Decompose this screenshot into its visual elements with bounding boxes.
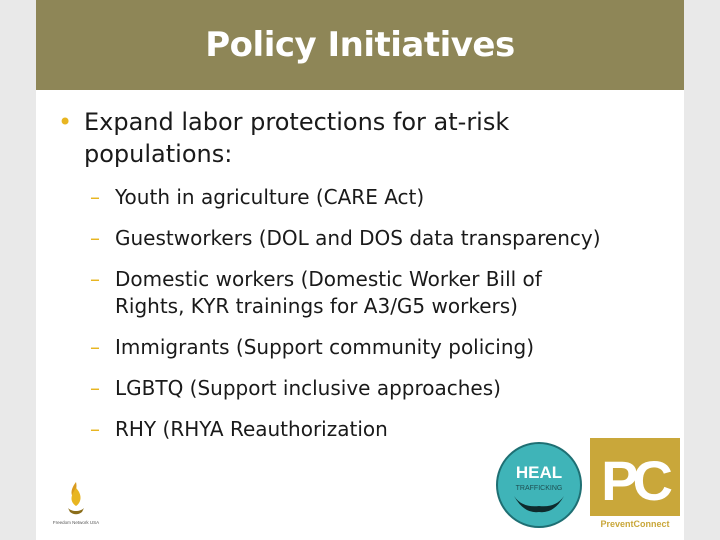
prevent-connect-logo: [590, 438, 680, 530]
sub-bullet-text: LGBTQ (Support inclusive approaches): [115, 376, 501, 400]
heal-subtext: TRAFFICKING: [515, 485, 563, 492]
sub-bullet-text: Immigrants (Support community policing): [115, 335, 535, 359]
sub-bullet-text: Youth in agriculture (CARE Act): [115, 185, 425, 209]
slide: [36, 0, 684, 540]
sub-bullet: [90, 266, 670, 320]
dash-marker: –: [90, 335, 100, 359]
sub-bullet-text: Guestworkers (DOL and DOS data transparency): [115, 226, 601, 250]
sub-bullet: [90, 334, 670, 361]
title-bar: [36, 0, 684, 90]
flame-icon: [68, 482, 84, 514]
slide-title: Policy Initiatives: [205, 25, 515, 65]
bullet-marker: •: [58, 108, 73, 136]
pc-letters: PC: [601, 449, 667, 512]
main-bullet: [58, 106, 604, 170]
dash-marker: –: [90, 226, 100, 250]
sub-bullet: [90, 416, 670, 443]
freedom-network-logo: [48, 478, 104, 528]
heal-trafficking-logo: [494, 440, 584, 530]
footer-logo-caption: Freedom Network USA: [52, 520, 100, 525]
main-bullet-text: Expand labor protections for at-risk populations:: [84, 108, 510, 168]
dash-marker: –: [90, 185, 100, 209]
heal-word: HEAL: [515, 463, 563, 482]
sub-bullet: [90, 375, 670, 402]
sub-bullet-list: [90, 184, 670, 457]
dash-marker: –: [90, 376, 100, 400]
sub-bullet-text: RHY (RHYA Reauthorization: [115, 417, 388, 441]
dash-marker: –: [90, 267, 100, 291]
dash-marker: –: [90, 417, 100, 441]
pc-caption: PreventConnect: [600, 519, 670, 529]
sub-bullet: [90, 225, 670, 252]
sub-bullet: [90, 184, 670, 211]
sub-bullet-text: Domestic workers (Domestic Worker Bill of Rights, KYR trainings for A3/G5 workers): [115, 267, 542, 318]
